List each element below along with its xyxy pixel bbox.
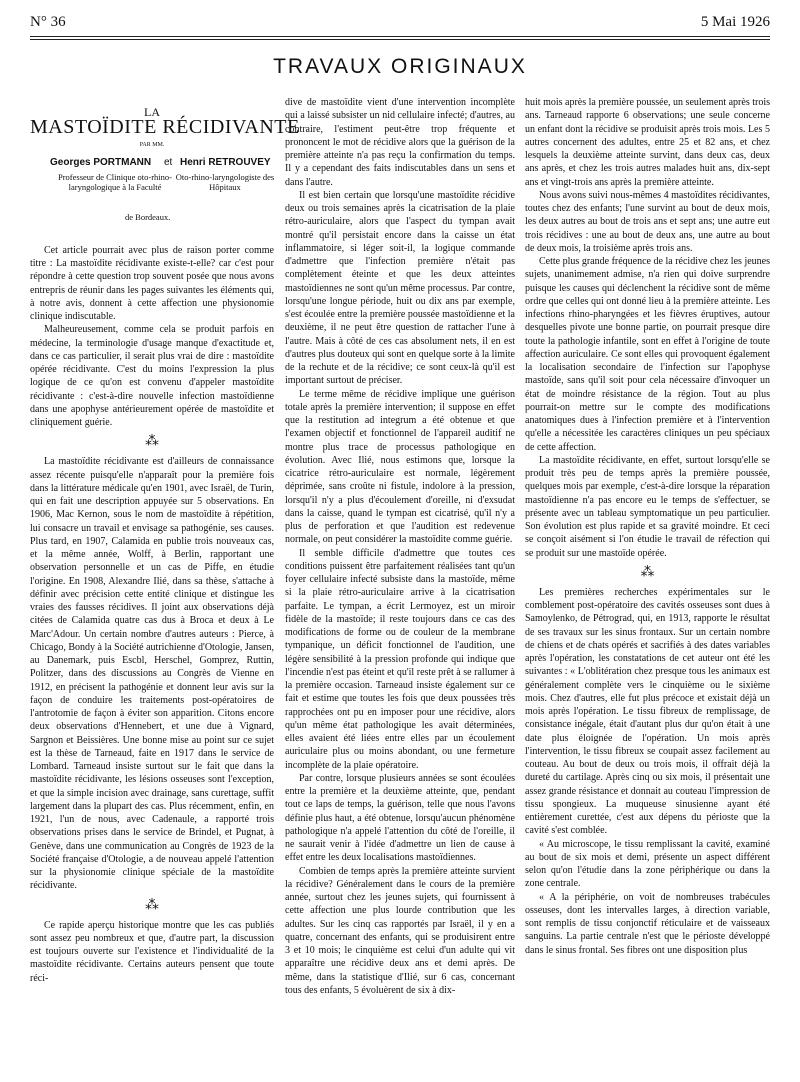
column-1 [30,96,300,985]
author-retrouvey: Henri RETROUVEY [180,156,271,168]
article-title-prefix: LA [144,105,160,119]
paragraph: Il semble difficile d'admettre que toutes ces conditions puissent être parfaitement réalisées tant qu'un foyer cellulaire infecté subsiste dans la mastoïde, même si la plaie rétro-auriculaire arrive à la cicatrisation parfaite. Le tympan, a écrit Lermoyez, est un miroir fidèle de la mastoïde; il reste toujours dans ce cas des modifications de forme ou de couleur de la membrane tympanique, un déficit fonctionnel de l'audition, une légère sensibilité à la pression profonde qui indique que l'incendie n'est pas éteint et qu'il reste prêt à se rallumer à la première occasion. Tarneaud insiste également sur ce fait et estime que toutes les fois que deux poussées très rapprochées ont pu en imposer pour une récidive, alors qu'un même état pathologique les avait déterminées, elles avaient été liées entre elles par un écoulement auriculaire plus ou moins abondant, ou une fermeture incomplète de la plaie opératoire. [285,547,515,771]
paragraph: Il est bien certain que lorsqu'une mastoïdite récidive deux ou trois semaines après la cicatrisation de la plaie rétro-auriculaire, alors que l'aspect du tympan avait montré qu'il persistait encore dans la caisse un état inflammatoire, si léger soit-il, la logique commande d'admettre que l'infection première n'était pas complètement éteinte et que les deux atteintes mastoïdiennes ne sont qu'un même processus. Par contre, lorsqu'une longue période, huit ou dix ans par exemple, s'est écoulée entre la première poussée mastoïdienne et la deuxième, il ne peut être question de rattacher l'une à l'autre. Mais à côté de ces cas absolument nets, il en est d'autres plus douteux qui sont en quelque sorte à la limite de la rechute et de la récidive; ce sont ceux-là qu'il est important surtout de préciser. [285,189,515,387]
paragraph: huit mois après la première poussée, un seulement après trois ans. Tarneaud rapporte 6 observations; une seule concerne un enfant dont la récidive se produisit après trois mois. Les 5 autres concernent des adultes, entre 25 et 82 ans, et chez lesquels la deuxième atteinte survint, dans deux cas, deux ans après, et chez les trois autres malades huit ans, dix-sept ans et vingt-trois ans après la première atteinte. [525,97,770,188]
paragraph: Cette plus grande fréquence de la récidive chez les jeunes sujets, unanimement admise, n'a rien qui doive surprendre puisque les causes qui déclenchent la récidive sont de même ordre que celles qui ont donné lieu à la première atteinte. Les infections rhino-pharyngées et les fièvres éruptives, autour desquelles pivote une bonne partie, on pourrait presque dire toute la pathologie infantile, sont en effet à l'origine de toute affection auriculaire. Ce sont elles qui provoquent également la localisation secondaire de l'infection sur l'apophyse mastoïde, sans qu'il soit pour cela nécessaire d'invoquer un état de moindre résistance de la région. Tout au plus pourrait-on mettre sur le compte des modifications anatomiques dues à l'infection première et à l'intervention qu'elle a nécessitée les caractères cliniques un peu spéciaux de cette affection. [525,256,770,453]
paragraph: Les premières recherches expérimentales sur le comblement post-opératoire des cavités osseuses sont dues à Samoylenko, de Pétrograd, qui, en 1913, rapporte le résultat de ses travaux sur les sinus frontaux. Sur un certain nombre de chiens et de chats opérés et sacrifiés à des dates variables après l'opération, les constatations de cet auteur ont été les suivantes : « L'oblitération chez presque tous les animaux est généralement complète vers le cinquième ou le sixième mois. Chez d'autres, elle fut plus précoce et existait déjà un mois après l'opération. Le tissu fibreux de remplissage, de consistance inégale, était d'autant plus dur qu'on était à une date plus éloignée de l'opération. Un mois après l'intervention, le tissu fibreux se coupait assez facilement au couteau. Au bout de deux ou trois mois, il offrait déjà la dureté du cartilage. Après cinq ou six mois, il présentait une assez grande résistance et donnait au couteau l'impression de tissu spongieux. La muqueuse sinusienne ayant été entièrement curettée, c'est aux dépens du périoste que la cavité s'est comblée. [525,586,770,837]
paragraph: « A la périphérie, on voit de nombreuses trabécules osseuses, dont les intervalles larges, à direction variable, sont remplis de tissu conjonctif réticulaire et de vaisseaux sanguins. La partie centrale n'est que le périoste développé dans le sinus frontal. Ses fibres ont une disposition plus [525,891,770,956]
article-by: PAR MM. [139,141,165,148]
header-rule [30,36,770,37]
column-2 [285,96,515,997]
section-separator: ⁂ [145,897,159,913]
paragraph: Le terme même de récidive implique une guérison totale après la première intervention; il suppose en effet que la restitution ad integrum a été obtenue et que l'examen objectif et fonctionnel de l'appareil auditif ne montre plus trace de processus pathologique en évolution. Avec Ilié, nous estimons que, lorsque la cicatrice rétro-auriculaire est normale, légèrement déprimée, sans croûte ni fistule, indolore à la pression, lorsqu'il n'y a plus d'écoulement d'oreille, ni d'exsudat dans la caisse, quand le tympan est cicatrisé, qu'il n'y a plus de perforation et que l'audition est redevenue normale, on peut considérer la mastoïdite comme guérie. [285,388,515,546]
authors-line [30,156,274,172]
paragraph: Combien de temps après la première atteinte survient la récidive? Généralement dans le cours de la première année, surtout chez les jeunes sujets, qui fournissent à cette affection une plus lourde contribution que les adultes. Sur les cinq cas rapportés par Israël, il y en a quatre, concernant des enfants, qui se produisirent entre 3 et 10 mois; le cinquième est celui d'un adulte qui vit apparaître une récidive deux ans et demi après. De même, dans la statistique d'Ilié, sur 6 cas, concernant tous des enfants, 5 évoluèrent de six à dix- [285,865,515,996]
running-header [30,14,770,36]
paragraph: Par contre, lorsque plusieurs années se sont écoulées entre la première et la deuxième atteinte, que, pendant tout ce laps de temps, la guérison, telle que nous l'avons définie plus haut, a été obtenue, lorsqu'aucun phénomène pathologique n'a appelé l'attention du côté de l'oreille, il ne saurait venir à l'idée d'admettre un lien de cause à effet entre les deux localisations mastoïdiennes. [285,772,515,864]
paragraph: dive de mastoïdite vient d'une intervention incomplète qui a laissé subsister un nid cellulaire infecté; d'autres, au contraire, l'estiment peut-être trop fréquente et prononcent le mot de récidive alors que la guérison de la première atteinte n'a pas reçu la confirmation du temps. Il y a cependant des faits indiscutables dans un sens et dans l'autre. [285,97,515,188]
paragraph: Ce rapide aperçu historique montre que les cas publiés sont assez peu nombreux et que, d'autre part, la discussion est toujours ouverte sur l'existence et l'individualité de la mastoïdite récidivante. Certains auteurs pensent que toute réci- [30,919,274,984]
issue-number: N° 36 [30,14,66,30]
column-3 [525,96,770,957]
header-rule-double [30,39,770,40]
paragraph: Cet article pourrait avec plus de raison porter comme titre : La mastoïdite récidivante existe-t-elle? car c'est pour répondre à cette question trop souvent posée que nous avons entrepris de réunir dans les pages suivantes les éléments qui, à notre avis, donnent à cette affection une physionomie clinique indiscutable. [30,244,274,322]
section-separator: ⁂ [640,564,655,580]
paragraph: Nous avons suivi nous-mêmes 4 mastoïdites récidivantes, toutes chez des enfants; l'une survint au bout de deux mois, les deux autres au bout de trois ans et sept ans; une autre eut trois récidives : une au bout de deux ans, une autre au bout de deux mois, la troisième après trois ans. [525,189,770,254]
article-title: MASTOÏDITE RÉCIDIVANTE [30,116,300,139]
affiliation-retrouvey: Oto-rhino-laryngologiste des Hôpitaux [175,171,275,192]
paragraph: La mastoïdite récidivante, en effet, surtout lorsqu'elle se produit très peu de temps après la première poussée, quelques mois par exemple, c'est-à-dire lorsque la réparation mastoïdienne n'a pas encore eu le temps de s'effectuer, se présente avec un tableau symptomatique un peu particulier. Son évolution est plus rapide et sa gravité moindre. Et ceci se conçoit aisément si l'on étudie le travail de réfection qui se produit sur une mastoïde opérée. [525,454,770,559]
section-separator: ⁂ [145,434,159,450]
paragraph: « Au microscope, le tissu remplissant la cavité, examiné au bout de six mois et demi, présente un aspect différent selon qu'on l'étudie dans la zone périphérique ou dans la zone centrale. [525,838,770,890]
paragraph: Malheureusement, comme cela se produit parfois en médecine, la terminologie d'usage manque d'exactitude et, dans ce cas particulier, il serait plus vrai de dire : mastoïdite opérée récidivante. C'est du moins l'expression la plus logique de ce qu'on est convenu d'appeler mastoïdite récidivante : c'est-à-dire nouvelle infection mastoïdienne dans une apophyse antérieurement opérée de mastoïdite et cliniquement guérie. [30,324,274,428]
section-title: TRAVAUX ORIGINAUX [273,55,527,78]
affiliation-city: de Bordeaux. [125,211,171,222]
author-portmann: Georges PORTMANN [50,156,152,168]
affiliation-portmann: Professeur de Clinique oto-rhino-laryngologique à la Faculté [57,171,173,192]
author-conjunction: et [164,156,173,168]
issue-date: 5 Mai 1926 [700,14,770,30]
paragraph: La mastoïdite récidivante est d'ailleurs de connaissance assez récente puisqu'elle n'apparaît pour la première fois dans la littérature médicale qu'en 1901, avec Israël, de Turin, qui en fait une description appuyée sur 5 observations. En 1906, Mac Kernon, sous le nom de mastoïdite à répétition, lui consacre un travail et envisage sa pathogénie, ses causes. Plus tard, en 1907, Calamida en publie trois nouveaux cas, et la même année, Wolff, à Berlin, rapportant une observation personnelle et un cas de Piffe, en étudie l'origine. En 1908, Alexandre Ilié, dans sa thèse, s'attache à définir avec précision cette entité clinique et distingue les vraies des fausses récidives. Il joint aux observations déjà citées de Calamida quatre cas dus à Broca et deux à Le Marc'Adour. Un certain nombre d'autres auteurs : Pierce, à Chicago, Bondy à la Société autrichienne d'Otologie, Jansen, au Danemark, puis Escbl, Herschel, Gomprez, Ruttin, Politzer, dans des discussions au Congrès de Vienne en 1912, en précisent la pathogénie et donnent leur avis sur la façon de conduire les traitements post-opératoires de l'antrotomie de façon à éviter son apparition. Citons encore deux observations d'Hennebert, et une due à Vignard, Sargnon et Beissières. Une bonne mise au point sur ce sujet est la thèse de Tarneaud, faite en 1917 dans le service de Lombard. Tarneaud insiste surtout sur le fait que dans la mastoïdite récidivante, les lésions osseuses sont l'exception, et que la simple incision avec drainage, sans curettage, suffit largement dans la plupart des cas. Plus récemment, enfin, en 1921, l'un de nous, avec Cadenaule, a rapporté trois observations prises dans le service de Brindel, et Pugnat, à Genève, dans une communication au Congrès de 1923 de la Société française d'Otologie, a de nouveau appelé l'attention sur la physionomie clinique spéciale de la mastoïdite récidivante. [30,456,274,892]
affiliations [30,172,274,234]
